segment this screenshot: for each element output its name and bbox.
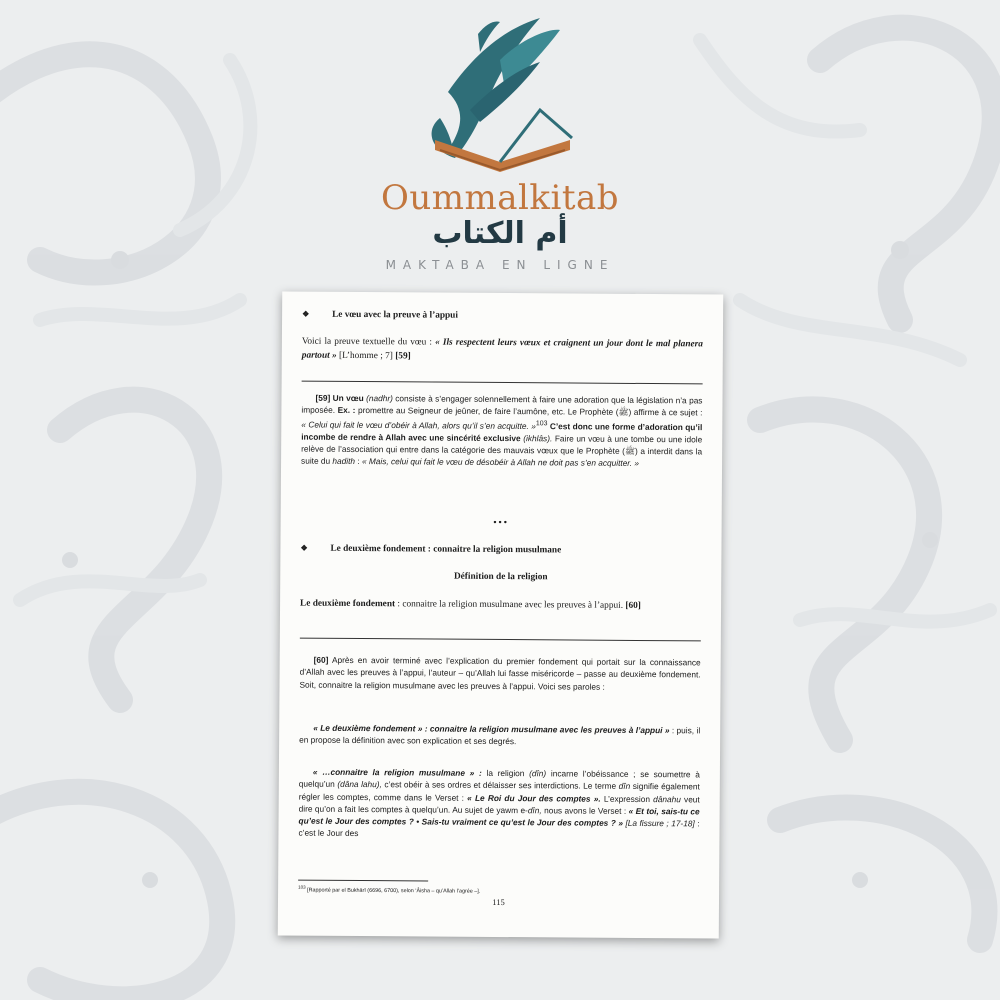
- footnote: $^{103}$ [Rapporté par el Bukhârî (6696, 6700), selon ‘Âisha – qu’Allah l’agrée –].: [298, 884, 481, 895]
- note-60-paragraph-2: « Le deuxième fondement » : connaitre la religion musulmane avec les preuves à l’appui » : puis, il en propose la définition avec son explication et ses degrés.: [299, 722, 701, 747]
- footnote-rule: [298, 880, 428, 882]
- brand-name-arabic: أم الكتاب: [432, 216, 568, 251]
- divider-rule: [302, 381, 703, 385]
- book-page: [278, 291, 723, 938]
- brand-name-latin: Oummalkitab: [380, 178, 620, 218]
- section-separator: •••: [493, 516, 509, 528]
- diamond-bullet-icon: ❖: [302, 309, 310, 319]
- diamond-bullet-icon: ❖: [300, 543, 308, 553]
- note-60-paragraph-1: [60] Après en avoir terminé avec l’explication du premier fondement qui portait sur la connaissance d’Allah avec les preuves à l’appui, l’auteur – qu’Allah lui fasse miséricorde – passe au deuxième fondement. Soit, connaitre la religion musulmane avec les preuves à l’appui. Voici ses paroles :: [299, 654, 701, 692]
- note-59: [59] Un vœu (nadhr) consiste à s’engager solennellement à faire une adoration que la législation n’a pas imposée. Ex. : promettre au Seigneur de jeûner, de faire l’aumône, etc. Le Prophète (ﷺ) affirme à ce sujet : « Celui qui fait le vœu d’obéir à Allah, alors qu’il s’en acquitte. »$^{103}$ C’est donc une forme d’adoration qu’il incombe de rendre à Allah avec une sincérité exclusive (ikhlâs). Faire un vœu à une tombe ou une idole relève de l’association qui entre dans la catégorie des mauvais vœux que le Prophète (ﷺ) a interdit dans la suite du hadith : « Mais, celui qui fait le vœu de désobéir à Allah ne doit pas s’en acquitter. »: [301, 392, 703, 469]
- second-foundation-paragraph: Le deuxième fondement : connaitre la religion musulmane avec les preuves à l’appui. [60]: [300, 598, 641, 611]
- divider-rule: [300, 638, 701, 642]
- page-number: 115: [492, 896, 505, 908]
- section-heading-vow: ❖ Le vœu avec la preuve à l’appui: [302, 309, 458, 321]
- vow-proof-paragraph: Voici la preuve textuelle du vœu : « Ils respectent leurs vœux et craignent un jour dont le mal planera partout » [L’homme ; 7] [59]: [301, 336, 703, 361]
- note-60-paragraph-3: « …connaitre la religion musulmane » : la religion (dîn) incarne l’obéissance ; se soumettre à quelqu’un (dâna lahu), c’est obéir à ses ordres et délaisser ses interdictions. Le terme dîn signifie également régler les comptes, comme dans le Verset : « Le Roi du Jour des comptes ». L’expression dânahu veut dire qu’on a fait les comptes à quelqu’un. Au sujet de yawm e-dîn, nous avons le Verset : « Et toi, sais-tu ce qu’est le Jour des comptes ? • Sais-tu vraiment ce qu’est le Jour des comptes ? » [La fissure ; 17-18] : c’est le Jour des: [298, 766, 700, 839]
- brand-tagline: MAKTABA EN LIGNE: [385, 258, 615, 272]
- section-heading-second-foundation: ❖ Le deuxième fondement : connaitre la religion musulmane: [300, 543, 562, 556]
- section-subtitle: Définition de la religion: [453, 571, 548, 583]
- brand-header: [0, 0, 1000, 290]
- calligraphy-quill-book-icon: [0, 0, 1000, 200]
